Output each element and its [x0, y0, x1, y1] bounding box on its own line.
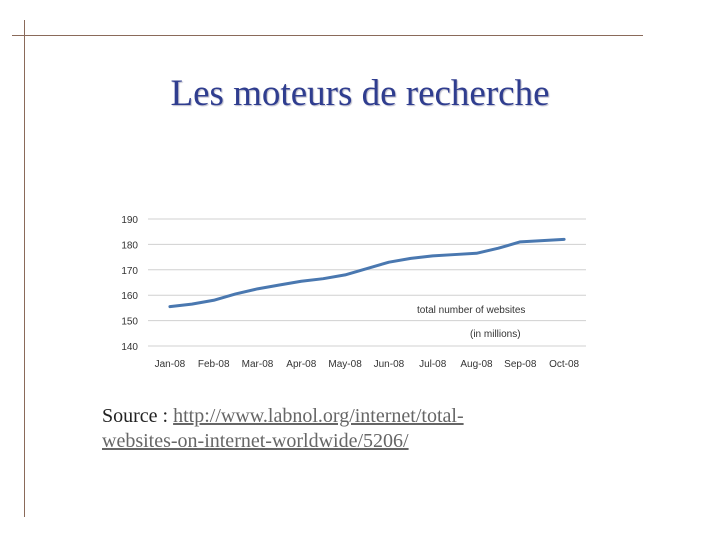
x-tick-label: Jul-08	[419, 359, 447, 370]
source-link-line1: http://www.labnol.org/internet/total-	[173, 405, 464, 427]
source-label: Source :	[102, 405, 174, 427]
x-tick-label: Aug-08	[460, 359, 493, 370]
chart-annotation-line2: (in millions)	[470, 329, 521, 340]
chart-annotation-line1: total number of websites	[417, 305, 526, 316]
source-link-line2: websites-on-internet-worldwide/5206/	[102, 430, 409, 452]
y-tick-label: 160	[121, 291, 138, 303]
x-tick-label: Sep-08	[504, 359, 537, 370]
x-tick-label: Feb-08	[197, 359, 230, 370]
y-tick-label: 140	[121, 342, 138, 353]
x-tick-label: Mar-08	[241, 359, 274, 370]
source-citation	[102, 404, 562, 454]
websites-line-chart	[100, 200, 600, 370]
y-tick-label: 180	[121, 240, 138, 252]
x-tick-label: Apr-08	[286, 359, 317, 370]
y-tick-label: 150	[121, 316, 138, 328]
top-rule	[12, 35, 643, 36]
series-line	[170, 239, 564, 306]
slide-title: Les moteurs de recherche	[170, 73, 550, 114]
y-tick-label: 190	[121, 215, 138, 226]
x-tick-label: Jun-08	[373, 359, 405, 370]
x-tick-label: May-08	[328, 359, 362, 370]
x-tick-label: Jan-08	[154, 359, 186, 370]
x-tick-label: Oct-08	[549, 359, 580, 370]
y-tick-label: 170	[121, 265, 138, 277]
